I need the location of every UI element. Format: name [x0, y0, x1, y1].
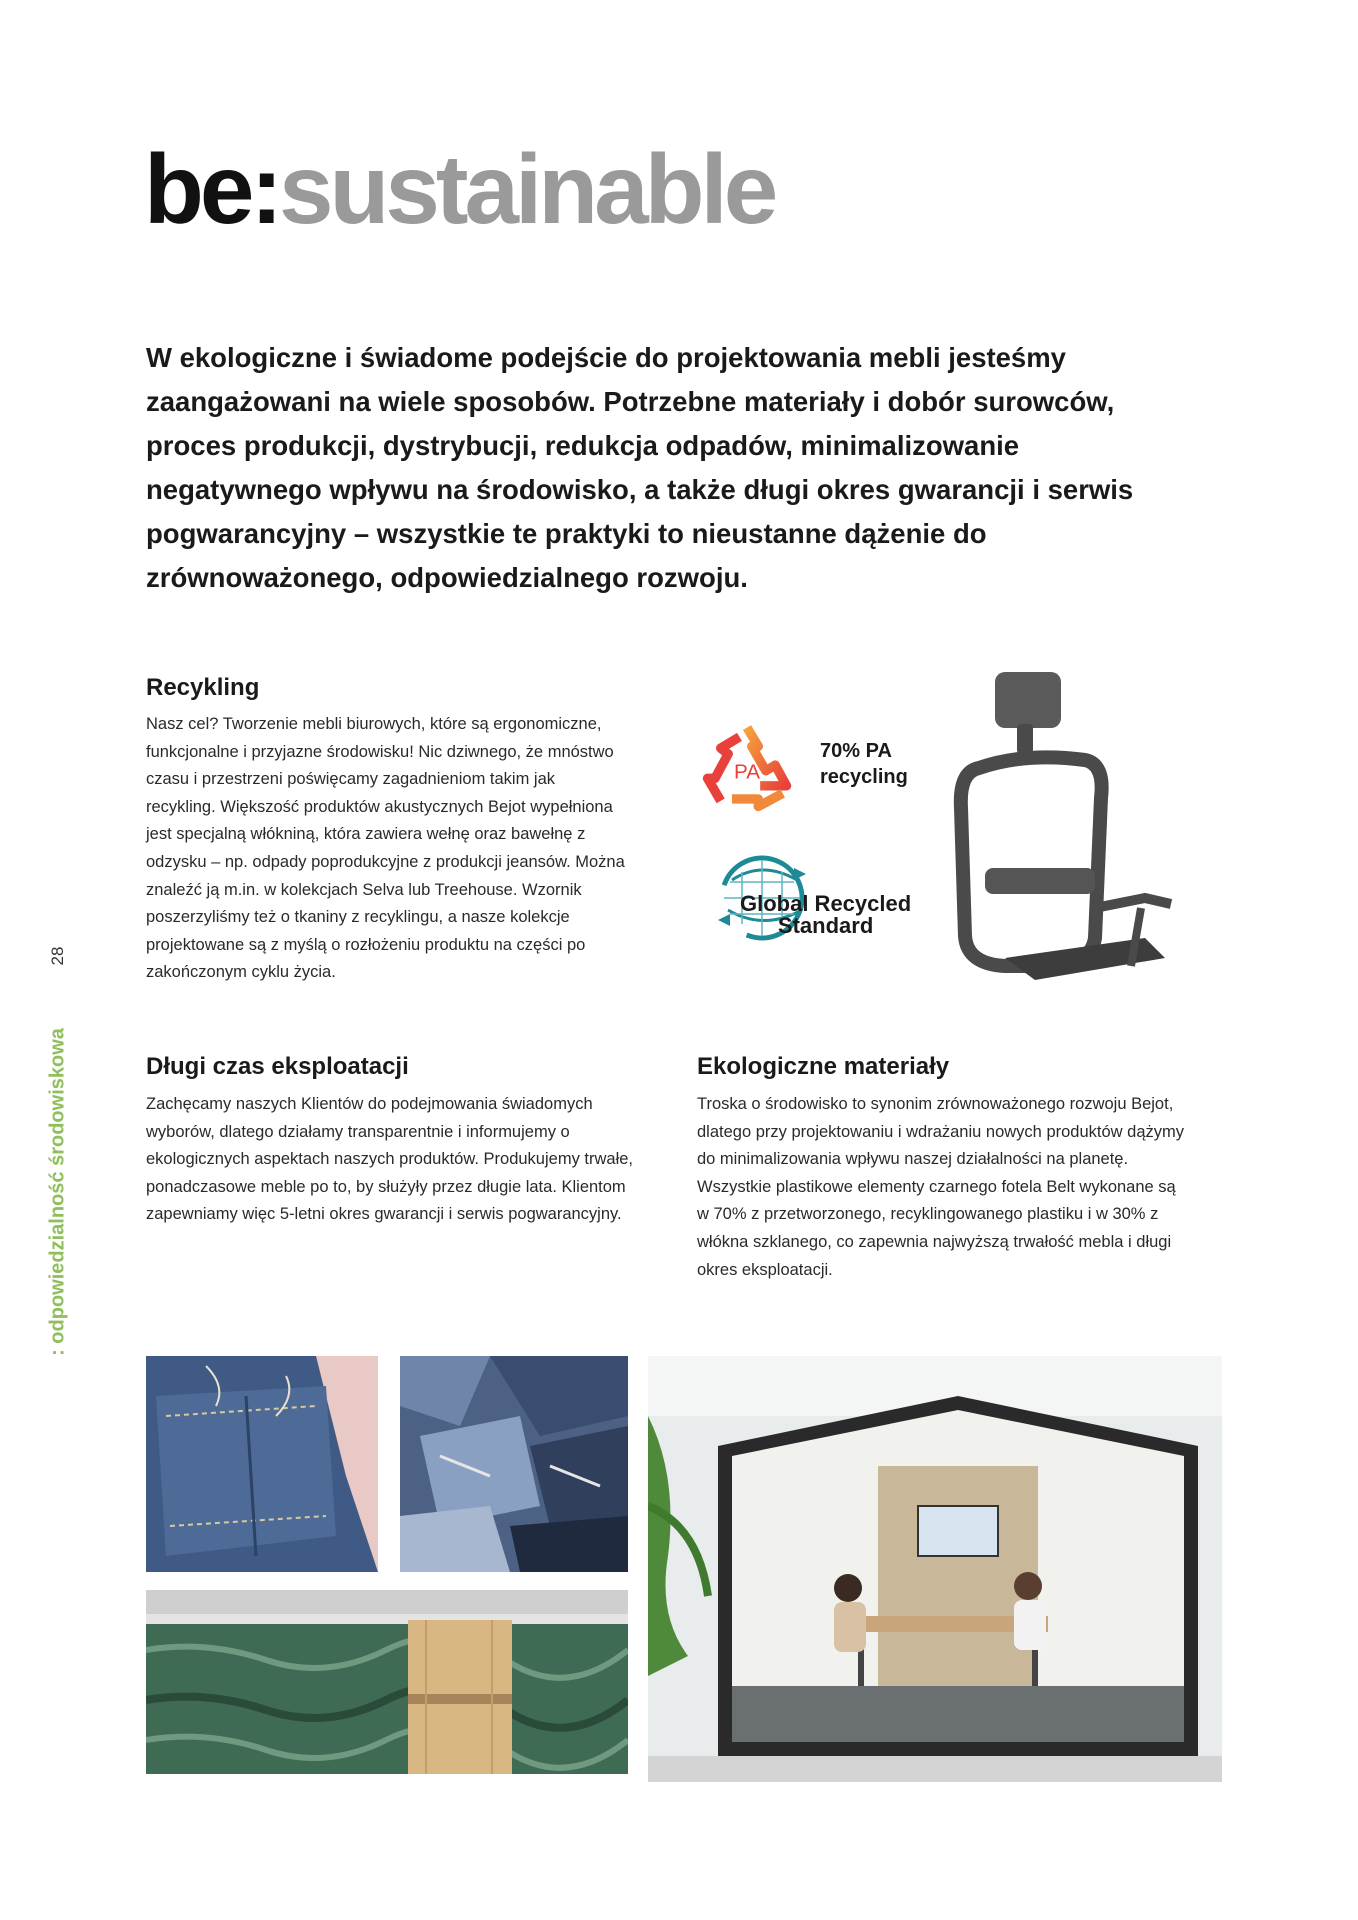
title-suffix: sustainable	[279, 134, 775, 244]
side-section-label: : odpowiedzialność środowiskowa	[46, 1028, 69, 1356]
belt-chair-image	[945, 668, 1185, 1008]
recycling-triangle-icon	[700, 720, 794, 814]
pa-line2: recycling	[820, 766, 908, 788]
grs-line2: Standard	[777, 913, 874, 938]
dlugi-text: Zachęcamy naszych Klientów do podejmowania świadomych wyborów, dlatego działamy transparentnie i informujemy o ekologicznych aspektach naszych produktów. Produkujemy trwałe, ponadczasowe meble po to, by służyły przez długie lata. Klientom zapewniamy więc 5-letni okres gwarancji i serwis pogwarancyjny.	[146, 1095, 633, 1224]
felt-image	[146, 1590, 628, 1782]
pa-symbol-text: PA	[733, 760, 761, 784]
dlugi-heading: Długi czas eksploatacji	[146, 1053, 409, 1080]
recykling-text: Nasz cel? Tworzenie mebli biurowych, które są ergonomiczne, funkcjonalne i przyjazne środowisku! Nic dziwnego, że mnóstwo czasu i przestrzeni poświęcamy zagadnieniom takim jak recykling. Większość produktów akustycznych Bejot wypełniona jest specjalną włókniną, która zawiera wełnę oraz bawełnę z odzysku – np. odpady poprodukcyjne z produkcji jeansów. Można znaleźć ją m.in. w kolekcjach Selva lub Treehouse. Wzornik poszerzyliśmy też o tkaniny z recyklingu, a nasze kolekcje projektowane są z myślą o rozłożeniu produktu na części po zakończonym cyklu życia.	[146, 715, 625, 982]
pa-line1: 70% PA	[820, 740, 892, 762]
jeans-image	[146, 1356, 378, 1572]
recykling-heading: Recykling	[146, 674, 260, 701]
pa-recycling-text	[820, 738, 908, 790]
photo-felt-cross-section	[146, 1590, 628, 1782]
page-title	[144, 134, 775, 244]
eko-text: Troska o środowisko to synonim zrównoważonego rozwoju Bejot, dlatego przy projektowaniu i wdrażaniu nowych produktów dążymy do minimalizowania wpływu naszej działalności na planetę. Wszystkie plastikowe elementy czarnego fotela Belt wykonane są w 70% z przetworzonego, recyklingowanego plastiku i w 30% z włókna szklanego, co zapewnia najwyższą trwałość mebla i długi okres eksploatacji.	[697, 1095, 1184, 1279]
denim-scraps-image	[400, 1356, 628, 1572]
photo-meeting-pod	[648, 1356, 1222, 1782]
intro-paragraph: W ekologiczne i świadome podejście do projektowania mebli jesteśmy zaangażowani na wiele sposobów. Potrzebne materiały i dobór surowców, proces produkcji, dystrybucji, redukcja odpadów, minimalizowanie negatywnego wpływu na środowisko, a także długi okres gwarancji i serwis pogwarancyjny – wszystkie te praktyki to nieustanne dążenie do zrównoważonego, odpowiedzialnego rozwoju.	[146, 342, 1134, 593]
eko-heading: Ekologiczne materiały	[697, 1053, 950, 1080]
meeting-pod-image	[648, 1356, 1222, 1782]
title-prefix: be:	[144, 134, 279, 244]
grs-line1: Global Recycled	[740, 891, 912, 916]
grs-text	[740, 893, 911, 937]
photo-jeans-pocket	[146, 1356, 378, 1572]
photo-denim-scraps	[400, 1356, 628, 1572]
page-number: 28	[48, 946, 67, 966]
